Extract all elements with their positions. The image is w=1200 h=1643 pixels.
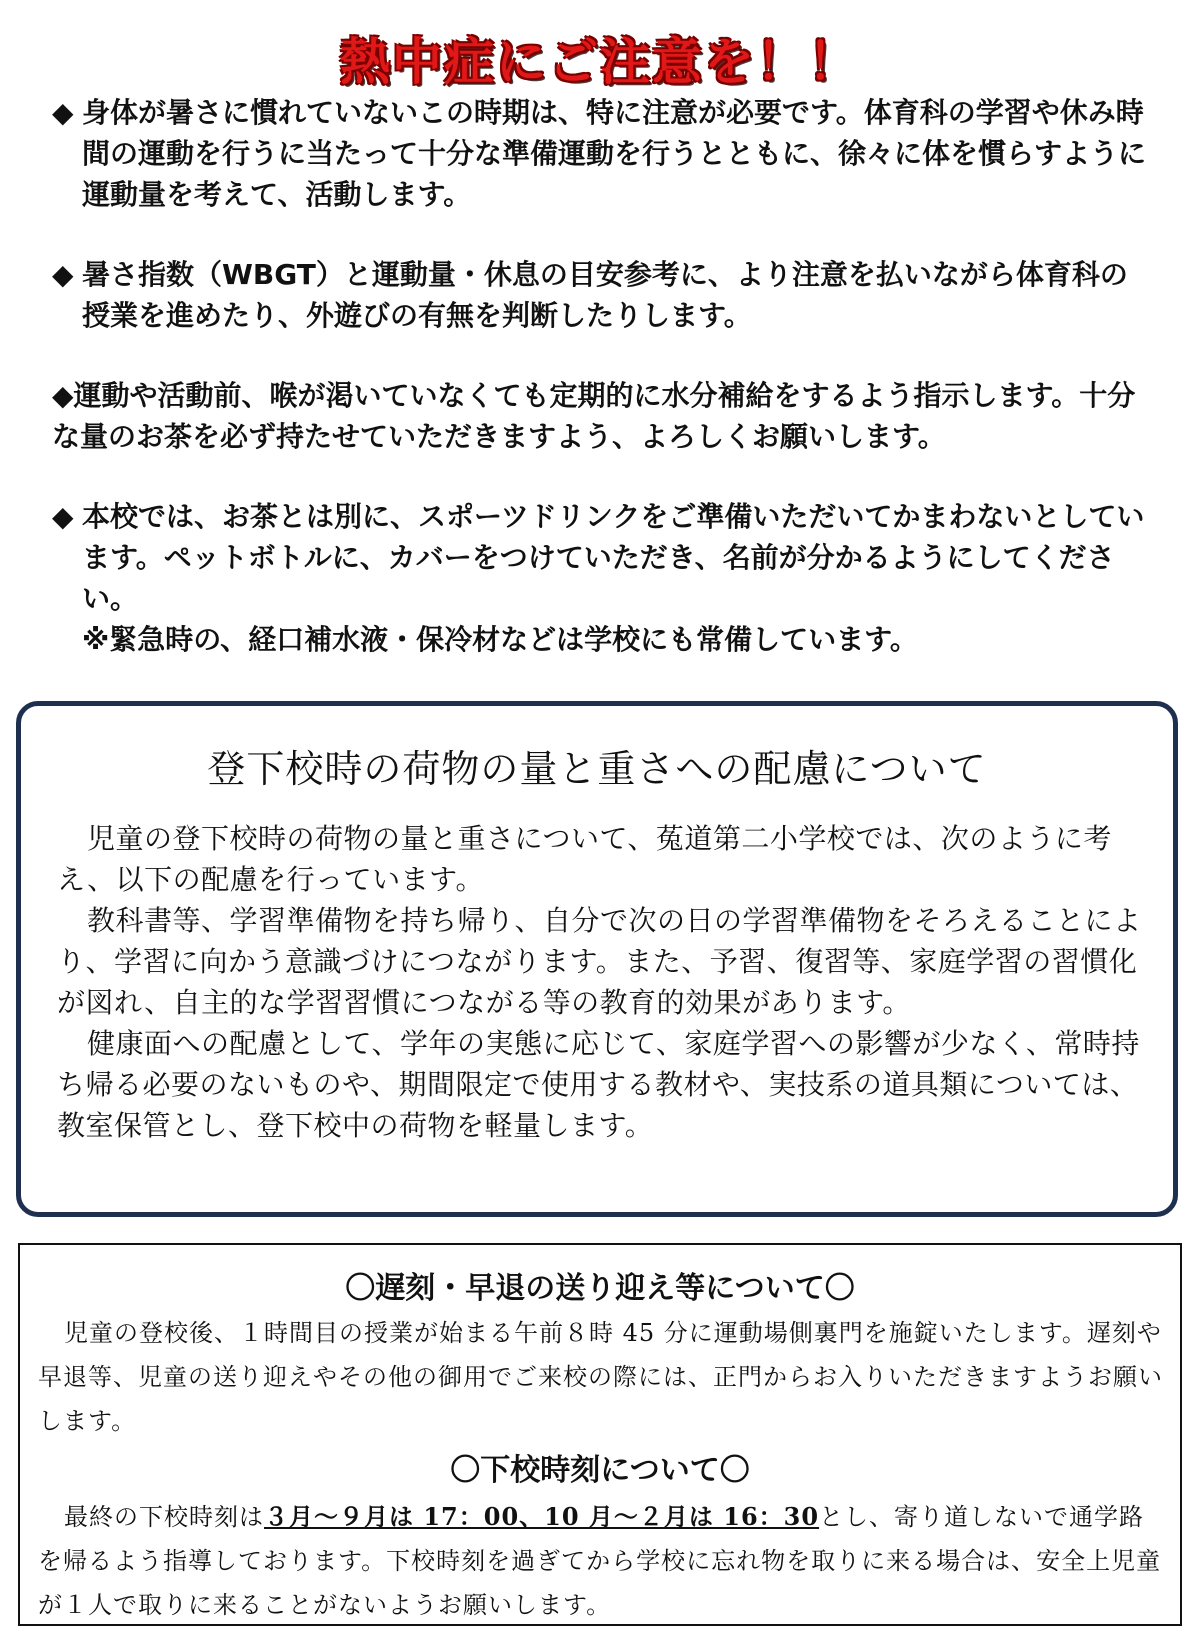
- box-heading: 登下校時の荷物の量と重さへの配慮について: [207, 747, 987, 791]
- box-body: [57, 818, 1147, 1146]
- bullet-item: [52, 375, 1152, 457]
- diamond-bullet-icon: ◆: [52, 258, 74, 291]
- diamond-bullet-icon: ◆: [52, 500, 74, 533]
- dismissal-times: ３月～９月は 17：00、10 月～２月は 16：30: [264, 1502, 820, 1531]
- diamond-bullet-icon: ◆: [52, 379, 74, 412]
- page-title: 熱中症にご注意を！！: [340, 33, 860, 91]
- box-paragraph: 健康面への配慮として、学年の実態に応じて、家庭学習への影響が少なく、常時持ち帰る必要のないものや、期間限定で使用する教材や、実技系の道具類については、教室保管とし、登下校中の荷物を軽量します。: [57, 1027, 1140, 1142]
- dismissal-heading: 〇下校時刻について〇: [450, 1453, 750, 1488]
- dismissal-text-before: 最終の下校時刻は: [64, 1503, 264, 1531]
- luggage-consideration-box: [16, 701, 1178, 1217]
- heatstroke-bullets: [52, 92, 1152, 699]
- box-paragraph: 児童の登下校時の荷物の量と重さについて、菟道第二小学校では、次のように考え、以下の配慮を行っています。: [57, 822, 1112, 896]
- notices-frame: [18, 1243, 1182, 1626]
- dismissal-text-after: とし、寄り道しないで通学路を帰るよう指導しております。下校時刻を過ぎてから学校に忘れ物を取りに来る場合は、安全上児童が１人で取りに来ることがないようお願いします。: [38, 1503, 1162, 1619]
- lateness-text: 児童の登校後、１時間目の授業が始まる午前８時 45 分に運動場側裏門を施錠いたします。遅刻や早退等、児童の送り迎えやその他の御用でご来校の際には、正門からお入りいただきますようお願いします。: [38, 1319, 1163, 1435]
- lateness-heading: 〇遅刻・早退の送り迎え等について〇: [345, 1271, 855, 1306]
- bullet-text: 運動や活動前、喉が渇いていなくても定期的に水分補給をするよう指示します。十分な量のお茶を必ず持たせていただきますよう、よろしくお願いします。: [52, 379, 1136, 453]
- bullet-text: 身体が暑さに慣れていないこの時期は、特に注意が必要です。体育科の学習や休み時間の運動を行うに当たって十分な準備運動を行うとともに、徐々に体を慣らすように運動量を考えて、活動します。: [82, 96, 1147, 211]
- diamond-bullet-icon: ◆: [52, 96, 74, 129]
- bullet-item: [52, 496, 1152, 660]
- bullet-item: [52, 254, 1152, 336]
- bullet-text: 本校では、お茶とは別に、スポーツドリンクをご準備いただいてかまわないとしています。ペットボトルに、カバーをつけていただき、名前が分かるようにしてください。: [82, 500, 1145, 615]
- bullet-item: [52, 92, 1152, 215]
- dismissal-text: [38, 1495, 1164, 1627]
- box-paragraph: 教科書等、学習準備物を持ち帰り、自分で次の日の学習準備物をそろえることにより、学習に向かう意識づけにつながります。また、予習、復習等、家庭学習の習慣化が図れ、自主的な学習習慣につながる等の教育的効果があります。: [57, 904, 1142, 1019]
- bullet-text: 暑さ指数（WBGT）と運動量・休息の目安参考に、より注意を払いながら体育科の授業を進めたり、外遊びの有無を判断したりします。: [82, 258, 1128, 332]
- emergency-note: ※緊急時の、経口補水液・保冷材などは学校にも常備しています。: [82, 623, 918, 656]
